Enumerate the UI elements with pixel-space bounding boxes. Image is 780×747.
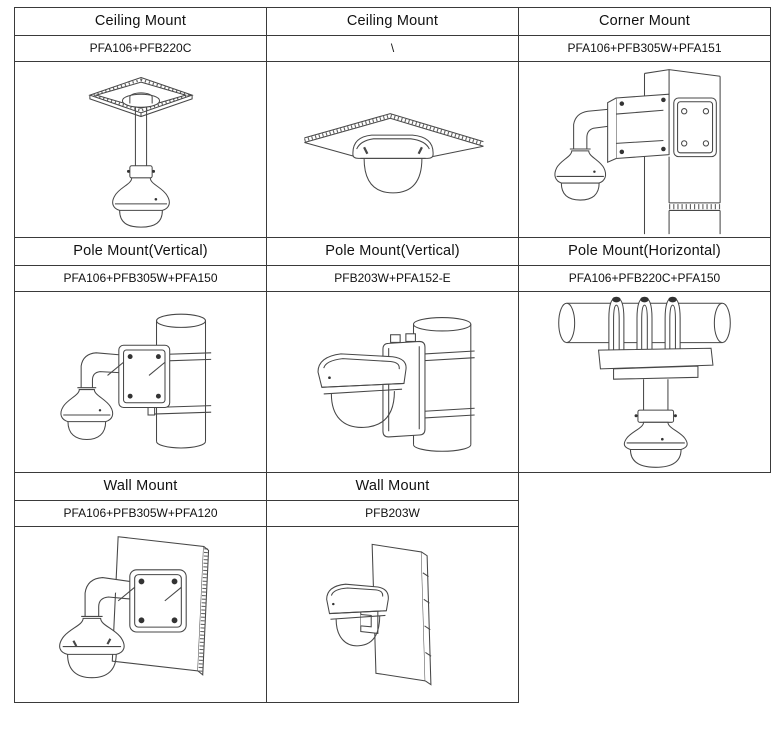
mount-type-title: Pole Mount(Horizontal) (519, 238, 770, 266)
figure-area (15, 527, 266, 702)
mount-model-code: \ (267, 36, 518, 62)
empty-table-slot (519, 473, 771, 703)
mount-model-code: PFA106+PFB305W+PFA120 (15, 501, 266, 527)
figure-area (267, 292, 518, 472)
ceiling-mount-inceiling-drawing (295, 95, 491, 205)
cell-wall-mount (15, 473, 267, 703)
table-row (15, 8, 771, 238)
mount-type-title: Wall Mount (267, 473, 518, 501)
figure-area (519, 62, 770, 237)
cell-ceiling-mount-inceiling (267, 8, 519, 238)
pole-mount-horizontal-drawing (546, 292, 743, 472)
mount-model-code: PFB203W (267, 501, 518, 527)
cell-pole-mount-vertical (15, 238, 267, 473)
figure-area (267, 62, 518, 237)
figure-area (267, 527, 518, 702)
mount-type-title: Wall Mount (15, 473, 266, 501)
figure-area (15, 62, 266, 237)
mount-model-code: PFA106+PFB220C+PFA150 (519, 266, 770, 292)
table-row (15, 238, 771, 473)
table-row (15, 473, 771, 703)
wall-mount-drawing (48, 527, 233, 702)
pole-mount-vertical-drawing (51, 300, 230, 465)
cell-corner-mount (519, 8, 771, 238)
mount-type-title: Pole Mount(Vertical) (15, 238, 266, 266)
wall-mount-compact-drawing (317, 533, 469, 696)
cell-wall-mount-compact (267, 473, 519, 703)
mount-model-code: PFA106+PFB220C (15, 36, 266, 62)
cell-pole-mount-vertical-compact (267, 238, 519, 473)
mount-type-title: Ceiling Mount (15, 8, 266, 36)
mount-model-code: PFA106+PFB305W+PFA150 (15, 266, 266, 292)
corner-mount-drawing (550, 62, 739, 237)
mount-type-title: Corner Mount (519, 8, 770, 36)
mounting-options-table (14, 7, 771, 703)
ceiling-mount-pendant-drawing (62, 70, 220, 230)
cell-pole-mount-horizontal (519, 238, 771, 473)
cell-ceiling-mount-pendant (15, 8, 267, 238)
pole-mount-vertical-compact-drawing (297, 305, 488, 460)
mount-model-code: PFB203W+PFA152-E (267, 266, 518, 292)
figure-area (519, 292, 770, 472)
mount-model-code: PFA106+PFB305W+PFA151 (519, 36, 770, 62)
mount-type-title: Pole Mount(Vertical) (267, 238, 518, 266)
figure-area (15, 292, 266, 472)
mount-type-title: Ceiling Mount (267, 8, 518, 36)
